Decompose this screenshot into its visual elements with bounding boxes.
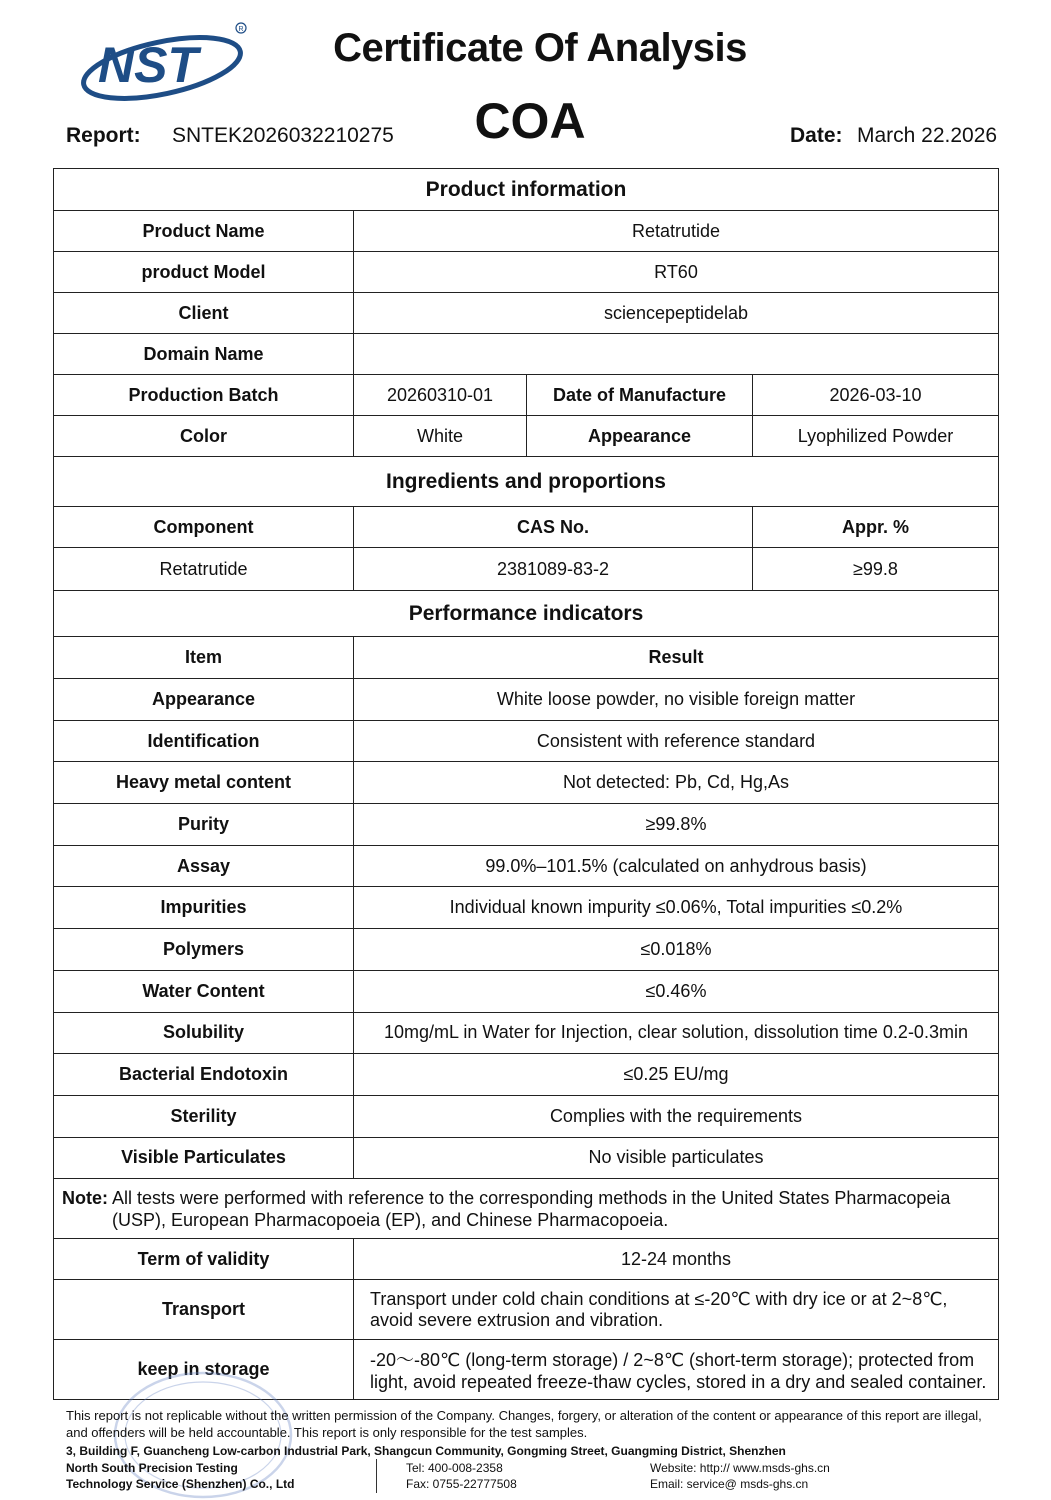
domain-name-label: Domain Name	[54, 334, 354, 375]
coa-table	[53, 168, 999, 1400]
production-batch-label: Production Batch	[54, 375, 354, 416]
test-result: Individual known impurity ≤0.06%, Total impurities ≤0.2%	[354, 887, 999, 929]
table-row	[54, 1137, 999, 1179]
storage-label: keep in storage	[54, 1340, 354, 1400]
test-result: ≤0.018%	[354, 929, 999, 971]
test-item: Sterility	[54, 1095, 354, 1137]
ingredients-title: Ingredients and proportions	[54, 457, 999, 507]
appearance-value: Lyophilized Powder	[753, 416, 999, 457]
report-label: Report:	[66, 124, 141, 147]
table-row	[54, 970, 999, 1012]
company-address: 3, Building F, Guancheng Low-carbon Industrial Park, Shangcun Community, Gongming Street, Guangming District, Shenzhen	[66, 1444, 786, 1458]
column-header: Appr. %	[753, 507, 999, 548]
test-item: Appearance	[54, 679, 354, 721]
svg-text:R: R	[238, 26, 244, 33]
table-row	[54, 1239, 999, 1280]
table-row	[54, 211, 999, 252]
approx-percent: ≥99.8	[753, 548, 999, 591]
client-label: Client	[54, 293, 354, 334]
table-header-row	[54, 637, 999, 679]
table-row	[54, 929, 999, 971]
test-item: Purity	[54, 804, 354, 846]
validity-label: Term of validity	[54, 1239, 354, 1280]
test-item: Impurities	[54, 887, 354, 929]
table-row	[54, 679, 999, 721]
product-model-value: RT60	[354, 252, 999, 293]
table-row	[54, 334, 999, 375]
email-link[interactable]: Email: service@ msds-ghs.cn	[650, 1477, 809, 1491]
transport-label: Transport	[54, 1280, 354, 1340]
column-header: Result	[354, 637, 999, 679]
cas-number: 2381089-83-2	[354, 548, 753, 591]
note-text: All tests were performed with reference to the corresponding methods in the United States Pharmacopeia (USP), European Pharmacopoeia (EP), and Chinese Pharmacopoeia.	[112, 1187, 951, 1230]
table-row	[54, 1012, 999, 1054]
test-item: Polymers	[54, 929, 354, 971]
note-label: Note:	[62, 1187, 108, 1208]
table-row	[54, 720, 999, 762]
test-result: ≤0.46%	[354, 970, 999, 1012]
table-row	[54, 548, 999, 591]
column-header: Component	[54, 507, 354, 548]
color-label: Color	[54, 416, 354, 457]
test-item: Water Content	[54, 970, 354, 1012]
product-info-title: Product information	[54, 169, 999, 211]
column-header: Item	[54, 637, 354, 679]
section-header	[54, 457, 999, 507]
table-row	[54, 845, 999, 887]
client-value: sciencepeptidelab	[354, 293, 999, 334]
website-link[interactable]: Website: http:// www.msds-ghs.cn	[650, 1461, 830, 1475]
test-item: Solubility	[54, 1012, 354, 1054]
component-name: Retatrutide	[54, 548, 354, 591]
report-number: SNTEK2026032210275	[172, 124, 394, 147]
test-result: White loose powder, no visible foreign matter	[354, 679, 999, 721]
test-result: Consistent with reference standard	[354, 720, 999, 762]
test-result: ≥99.8%	[354, 804, 999, 846]
svg-text:NST: NST	[98, 37, 198, 93]
product-name-label: Product Name	[54, 211, 354, 252]
domain-name-value	[354, 334, 999, 375]
table-header-row	[54, 507, 999, 548]
storage-line: light, avoid repeated freeze-thaw cycles, stored in a dry and sealed container.	[370, 1372, 987, 1393]
test-item: Visible Particulates	[54, 1137, 354, 1179]
section-header	[54, 591, 999, 637]
test-item: Bacterial Endotoxin	[54, 1054, 354, 1096]
table-row	[54, 252, 999, 293]
performance-title: Performance indicators	[54, 591, 999, 637]
test-item: Heavy metal content	[54, 762, 354, 804]
test-item: Identification	[54, 720, 354, 762]
test-result: 10mg/mL in Water for Injection, clear solution, dissolution time 0.2-0.3min	[354, 1012, 999, 1054]
product-model-label: product Model	[54, 252, 354, 293]
test-result: Not detected: Pb, Cd, Hg,As	[354, 762, 999, 804]
validity-value: 12-24 months	[354, 1239, 999, 1280]
column-header: CAS No.	[354, 507, 753, 548]
nst-logo	[78, 18, 253, 108]
transport-line: avoid severe extrusion and vibration.	[370, 1309, 664, 1330]
table-row	[54, 416, 999, 457]
document-title: Certificate Of Analysis	[333, 26, 747, 70]
table-row	[54, 375, 999, 416]
production-batch-value: 20260310-01	[354, 375, 527, 416]
company-name-line: Technology Service (Shenzhen) Co., Ltd	[66, 1477, 295, 1491]
disclaimer: This report is not replicable without the written permission of the Company. Changes, forgery, or alteration of the content or appearance of this report are illegal, and offenders will be held accountable. This report is only responsible for the test samples.	[66, 1408, 982, 1440]
company-name-line: North South Precision Testing	[66, 1461, 238, 1475]
manufacture-date-value: 2026-03-10	[753, 375, 999, 416]
table-row	[54, 804, 999, 846]
document-subtitle: COA	[474, 93, 586, 149]
date-value: March 22.2026	[857, 124, 998, 147]
product-name-value: Retatrutide	[354, 211, 999, 252]
manufacture-date-label: Date of Manufacture	[527, 375, 753, 416]
test-item: Assay	[54, 845, 354, 887]
date-label: Date:	[790, 124, 843, 147]
test-result: 99.0%–101.5% (calculated on anhydrous basis)	[354, 845, 999, 887]
section-header	[54, 169, 999, 211]
fax-number: Fax: 0755-22777508	[406, 1477, 517, 1491]
test-result: No visible particulates	[354, 1137, 999, 1179]
table-row	[54, 1054, 999, 1096]
appearance-label: Appearance	[527, 416, 753, 457]
table-row	[54, 293, 999, 334]
test-result: Complies with the requirements	[354, 1095, 999, 1137]
table-row	[54, 1095, 999, 1137]
test-result: ≤0.25 EU/mg	[354, 1054, 999, 1096]
color-value: White	[354, 416, 527, 457]
table-row	[54, 1280, 999, 1340]
transport-line: Transport under cold chain conditions at ≤-20℃ with dry ice or at 2~8℃,	[370, 1288, 948, 1309]
storage-line: -20～-80℃ (long-term storage) / 2~8℃ (short-term storage); protected from	[370, 1350, 975, 1371]
table-row	[54, 887, 999, 929]
footer-divider	[376, 1459, 377, 1493]
table-row	[54, 762, 999, 804]
telephone: Tel: 400-008-2358	[406, 1461, 503, 1475]
note-row	[54, 1179, 999, 1239]
